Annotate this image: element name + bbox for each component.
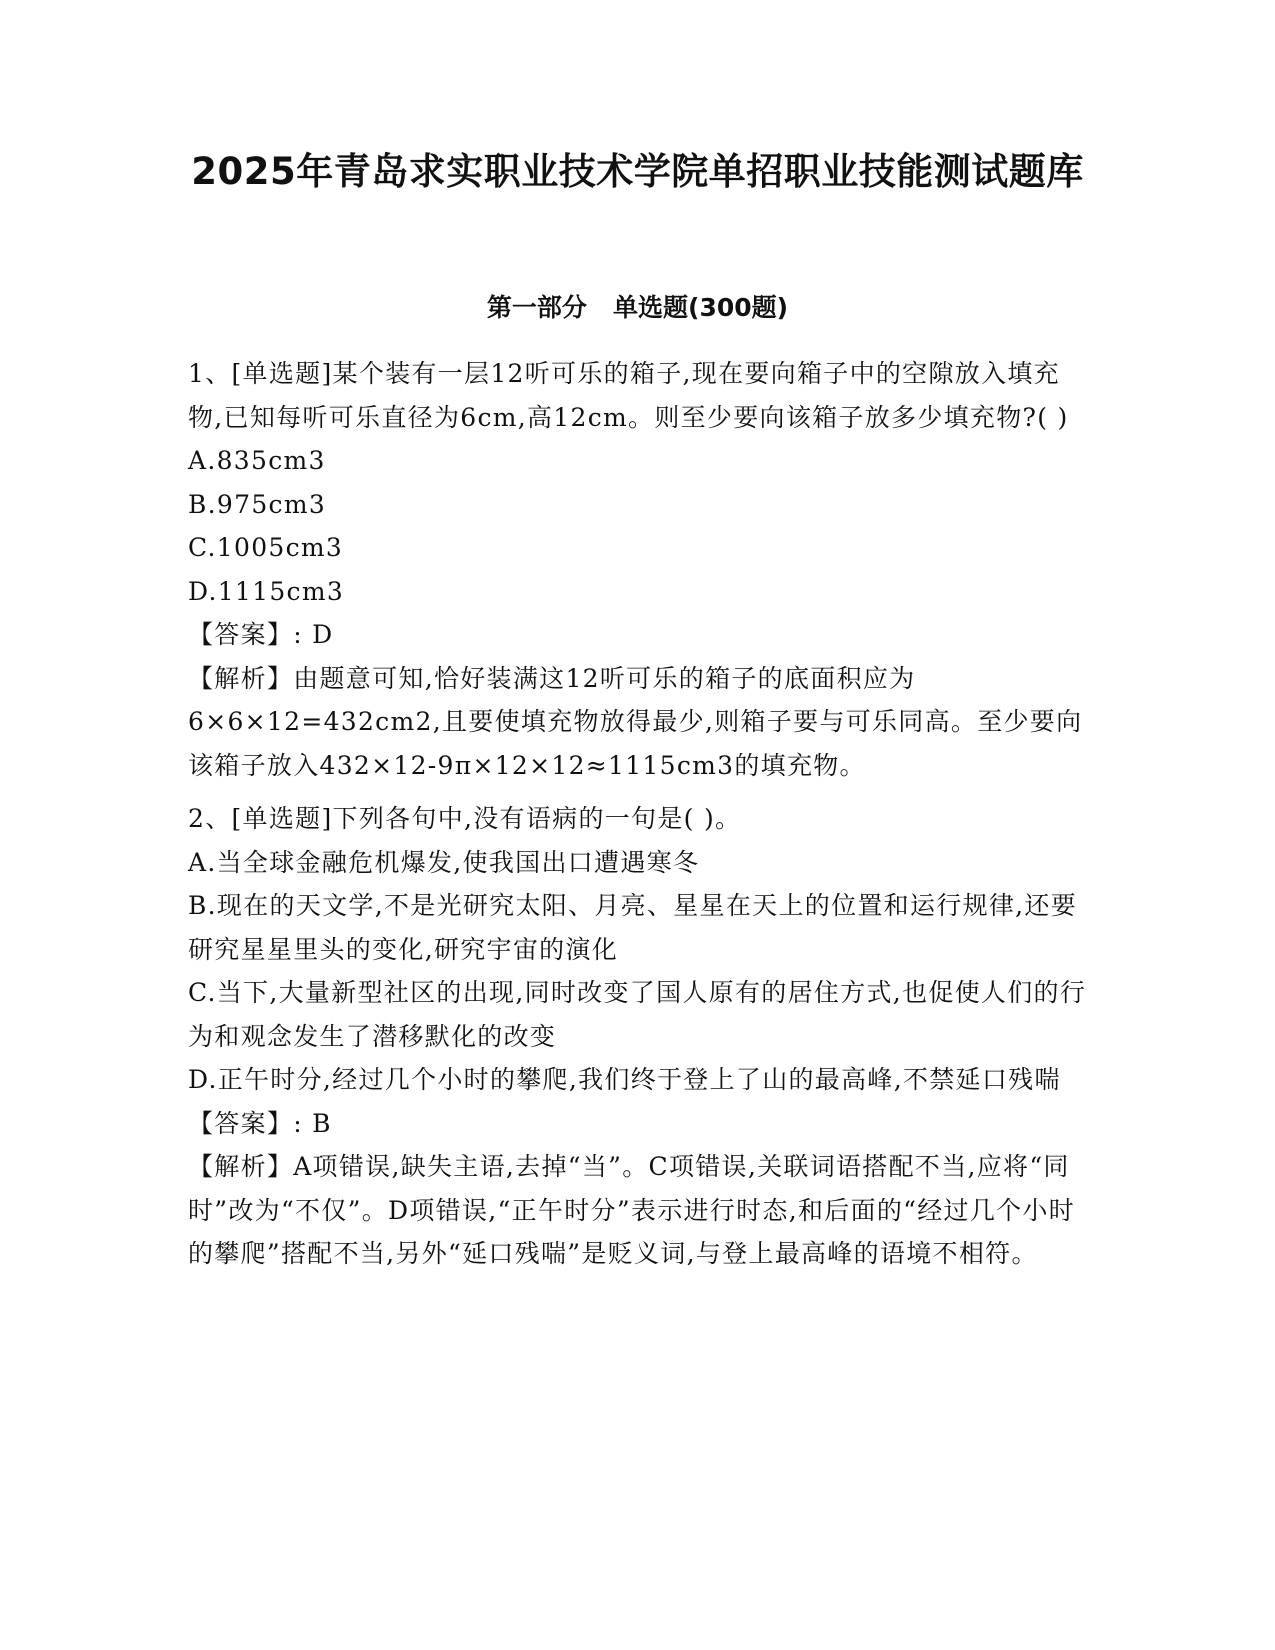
answer-line [188, 613, 1088, 657]
question-stem: 2、[单选题]下列各句中,没有语病的一句是( )。 [188, 804, 742, 833]
answer-line [188, 1102, 1088, 1146]
option-b: B.现在的天文学,不是光研究太阳、月亮、星星在天上的位置和运行规律,还要研究星星里头的变化,研究宇宙的演化 [188, 891, 1078, 964]
option-c: C.1005cm3 [188, 533, 344, 562]
answer-label: 【答案】 [188, 1108, 294, 1138]
option-d: D.1115cm3 [188, 576, 345, 606]
answer-value: : B [293, 1108, 332, 1138]
option-c: C.当下,大量新型社区的出现,同时改变了国人原有的居住方式,也促使人们的行为和观念发生了潜移默化的改变 [188, 978, 1087, 1051]
document-title: 2025年青岛求实职业技术学院单招职业技能测试题库 [191, 150, 1084, 193]
question-stem: 1、[单选题]某个装有一层12听可乐的箱子,现在要向箱子中的空隙放入填充物,已知每听可乐直径为6cm,高12cm。则至少要向该箱子放多少填充物?( ) [188, 359, 1069, 432]
answer-value: : D [293, 620, 334, 649]
analysis-text: A项错误,缺失主语,去掉“当”。C项错误,关联词语搭配不当,应将“同时”改为“不仅”。D项错误,“正午时分”表示进行时态,和后面的“经过几个小时的攀爬”搭配不当,另外“延口残喘”是贬义词,与登上最高峰的语境不相符。 [188, 1152, 1076, 1268]
question-item [188, 352, 1088, 787]
question-item [188, 797, 1088, 1276]
analysis-line [188, 657, 1088, 788]
question-list [188, 352, 1088, 1276]
analysis-label: 【解析】 [188, 663, 294, 693]
option-b: B.975cm3 [188, 489, 327, 519]
analysis-label: 【解析】 [188, 1152, 294, 1181]
analysis-text: 由题意可知,恰好装满这12听可乐的箱子的底面积应为6×6×12=432cm2,且要使填充物放得最少,则箱子要与可乐同高。至少要向该箱子放入432×12-9π×12×12≈1115cm3的填充物。 [188, 663, 1083, 780]
answer-label: 【答案】 [188, 620, 294, 649]
analysis-line [188, 1145, 1088, 1276]
option-a: A.当全球金融危机爆发,使我国出口遭遇寒冬 [188, 847, 700, 877]
section-title: 第一部分 单选题(300题) [486, 293, 789, 322]
option-a: A.835cm3 [188, 446, 326, 475]
option-d: D.正午时分,经过几个小时的攀爬,我们终于登上了山的最高峰,不禁延口残喘 [188, 1065, 1061, 1094]
